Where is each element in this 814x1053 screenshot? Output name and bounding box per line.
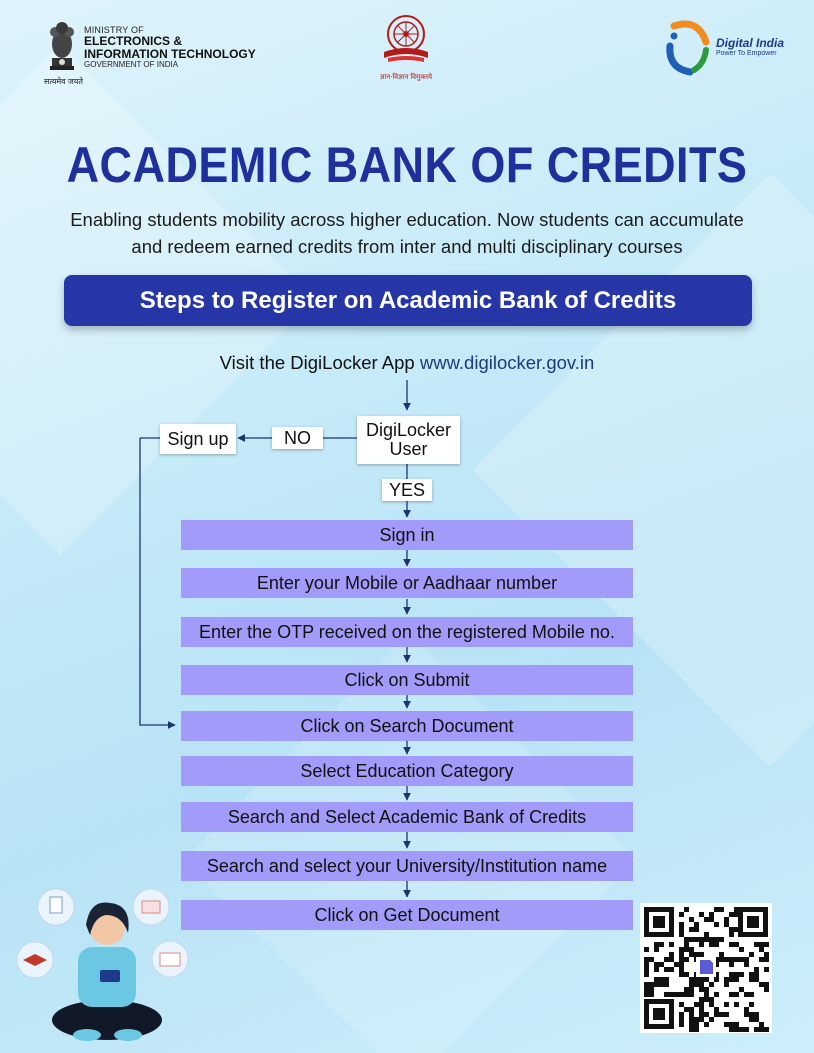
ministry-line4: GOVERNMENT OF INDIA [84, 59, 179, 69]
decision-line2: User [389, 439, 428, 459]
ministry-line3: INFORMATION TECHNOLOGY [84, 47, 256, 62]
step-search-document[interactable]: Click on Search Document [181, 711, 633, 741]
student-illustration [10, 875, 200, 1045]
step-enter-mobile[interactable]: Enter your Mobile or Aadhaar number [181, 568, 633, 598]
ministry-line1: MINISTRY OF [84, 25, 144, 35]
decision-line1: DigiLocker [365, 420, 452, 440]
steps-banner: Steps to Register on Academic Bank of Credits [64, 275, 752, 326]
ministry-line2: ELECTRONICS & [84, 34, 183, 49]
arrow-signup-to-search [140, 438, 175, 725]
step-get-document[interactable]: Click on Get Document [181, 900, 633, 930]
digital-india-name: Digital India [716, 36, 785, 51]
step-enter-otp[interactable]: Enter the OTP received on the registered Mobile no. [181, 617, 633, 647]
page-title: ACADEMIC BANK OF CREDITS [66, 137, 748, 193]
digital-india-tagline: Power To Empower [716, 49, 777, 57]
step-select-abc[interactable]: Search and Select Academic Bank of Credits [181, 802, 633, 832]
digilocker-user-decision [357, 416, 460, 464]
step-select-category[interactable]: Select Education Category [181, 756, 633, 786]
no-label: NO [272, 427, 323, 449]
qr-code[interactable] [640, 903, 772, 1033]
step-sign-in[interactable]: Sign in [181, 520, 633, 550]
signup-box[interactable]: Sign up [160, 424, 236, 454]
subtitle-line2: and redeem earned credits from inter and multi disciplinary courses [131, 236, 683, 257]
ugc-tagline: ज्ञान-विज्ञान विमुक्तये [379, 74, 433, 81]
step-click-submit[interactable]: Click on Submit [181, 665, 633, 695]
digilocker-icon [700, 960, 713, 974]
digilocker-url-link[interactable]: www.digilocker.gov.in [419, 352, 595, 373]
step-select-university[interactable]: Search and select your University/Institution name [181, 851, 633, 881]
emblem-motto: सत्यमेव जयते [44, 77, 83, 86]
yes-label: YES [382, 479, 432, 501]
subtitle-line1: Enabling students mobility across higher education. Now students can accumulate [70, 209, 744, 230]
visit-label: Visit the DigiLocker App [219, 352, 420, 373]
